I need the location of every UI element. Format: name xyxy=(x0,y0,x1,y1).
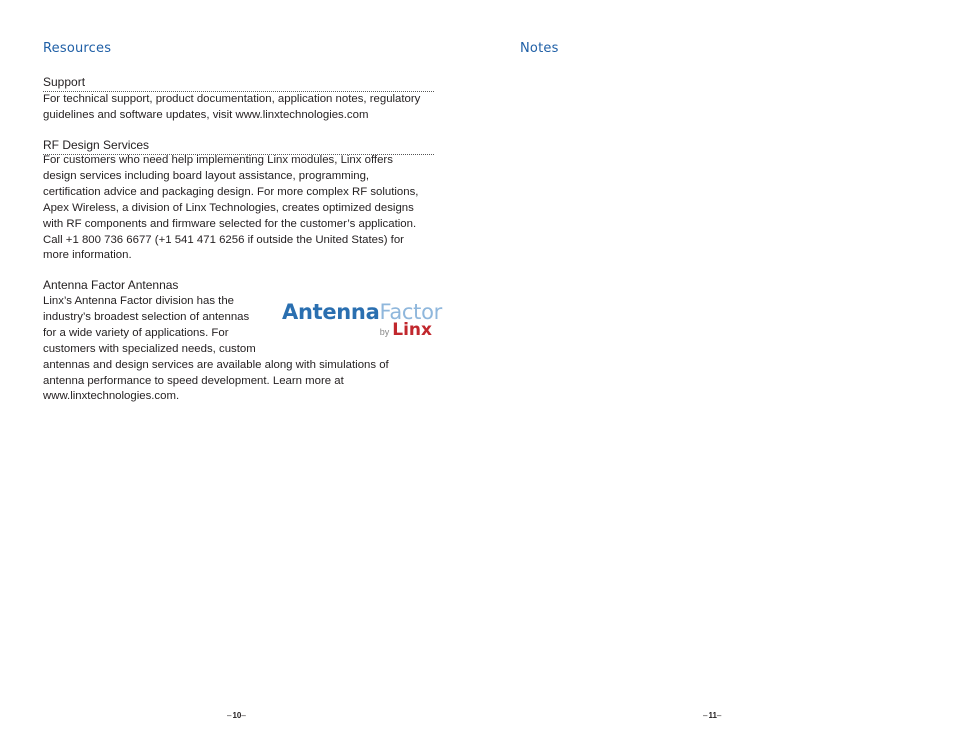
text-line: For customers who need help implementing Linx modules, Linx offers xyxy=(43,154,393,166)
text-line: guidelines and software updates, visit www.linxtechnologies.com xyxy=(43,108,369,121)
notes-heading: Notes xyxy=(520,41,559,56)
right-page xyxy=(477,0,954,738)
support-subheading: Support xyxy=(43,75,434,92)
support-body xyxy=(43,92,420,124)
text-line: antennas and design services are available along with simulations of xyxy=(43,358,389,371)
text-line: certification advice and packaging design. For more complex RF solutions, xyxy=(43,185,419,198)
text-line: antenna performance to speed development. Learn more at xyxy=(43,374,344,387)
logo-byline xyxy=(380,320,432,340)
text-line: design services including board layout assistance, programming, xyxy=(43,169,370,182)
page-number-left: –10– xyxy=(227,711,247,720)
text-line: for a wide variety of applications. For xyxy=(43,326,229,339)
text-line: Linx’s Antenna Factor division has the xyxy=(43,295,235,307)
logo-by: by xyxy=(379,327,390,337)
text-line: For technical support, product documentation, application notes, regulatory xyxy=(43,93,421,105)
text-line: www.linxtechnologies.com. xyxy=(43,390,180,403)
text-line: Apex Wireless, a division of Linx Technologies, creates optimized designs xyxy=(43,201,414,214)
page-number-value: 11 xyxy=(708,711,717,720)
text-line: customers with specialized needs, custom xyxy=(43,342,256,355)
antenna-factor-logo xyxy=(282,300,442,342)
page-number-value: 10 xyxy=(232,711,242,720)
rf-design-services-body xyxy=(43,153,418,264)
logo-word-factor: Factor xyxy=(379,300,442,324)
page-number-right: –11– xyxy=(703,711,723,720)
logo-word-antenna: Antenna xyxy=(282,300,380,324)
text-line: with RF components and firmware selected for the customer’s application. xyxy=(43,217,417,230)
text-line: Call +1 800 736 6677 (+1 541 471 6256 if outside the United States) for xyxy=(43,233,404,246)
antenna-factor-subheading: Antenna Factor Antennas xyxy=(43,278,179,292)
rf-design-services-subheading: RF Design Services xyxy=(43,138,434,155)
text-line: industry’s broadest selection of antennas xyxy=(43,310,250,323)
resources-heading: Resources xyxy=(43,41,112,56)
logo-linx-brand: Linx xyxy=(392,320,432,340)
text-line: more information. xyxy=(43,249,132,262)
